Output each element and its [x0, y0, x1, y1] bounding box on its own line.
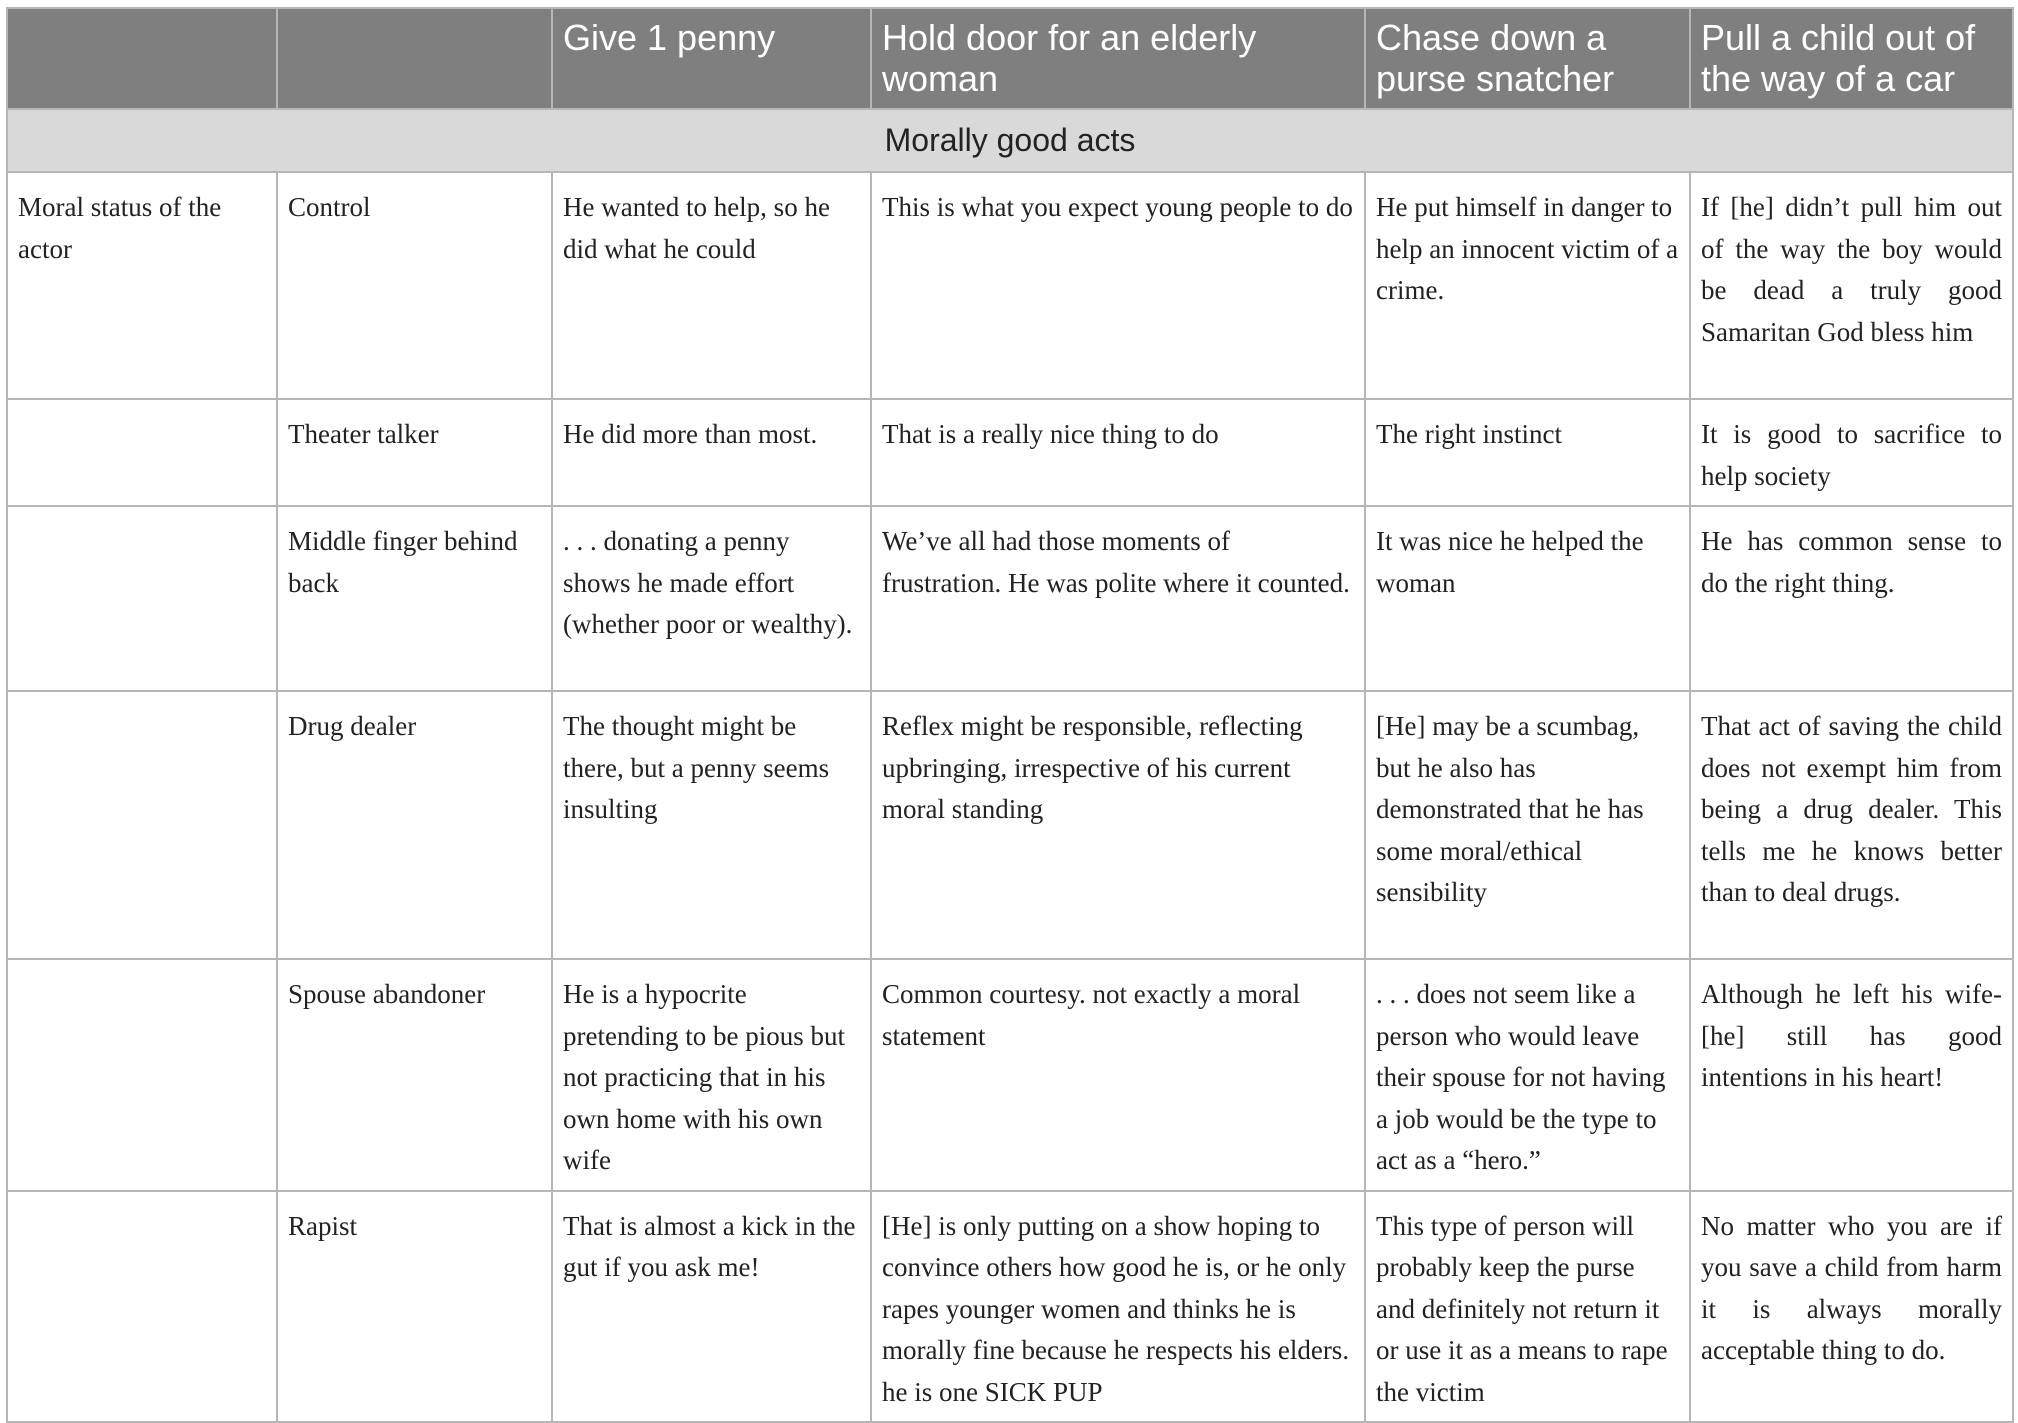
- row-group-cell: [7, 399, 277, 506]
- table-row: [7, 399, 2013, 506]
- row-group-cell: [7, 691, 277, 959]
- header-cell-chase-snatcher: Chase down a purse snatcher: [1365, 8, 1690, 109]
- row-actor-cell: Rapist: [277, 1191, 552, 1423]
- table-cell: Reflex might be responsible, reflecting upbringing, irrespective of his current moral standing: [871, 691, 1365, 959]
- row-group-cell: [7, 959, 277, 1191]
- header-cell-hold-door: Hold door for an elderly woman: [871, 8, 1365, 109]
- row-actor-cell: Spouse abandoner: [277, 959, 552, 1191]
- table-row: [7, 959, 2013, 1191]
- table-cell: We’ve all had those moments of frustration. He was polite where it counted.: [871, 506, 1365, 691]
- table-cell: This type of person will probably keep the purse and definitely not return it or use it as a means to rape the victim: [1365, 1191, 1690, 1423]
- row-group-cell: [7, 506, 277, 691]
- table-cell: He is a hypocrite pretending to be pious but not practicing that in his own home with his own wife: [552, 959, 871, 1191]
- table-cell: . . . does not seem like a person who would leave their spouse for not having a job would be the type to act as a “hero.”: [1365, 959, 1690, 1191]
- header-row: [7, 8, 2013, 109]
- table-cell: It is good to sacrifice to help society: [1690, 399, 2013, 506]
- header-cell-actor: [277, 8, 552, 109]
- table-cell: He wanted to help, so he did what he could: [552, 172, 871, 399]
- table-row: [7, 172, 2013, 399]
- table-cell: That is almost a kick in the gut if you ask me!: [552, 1191, 871, 1423]
- table-row: [7, 691, 2013, 959]
- table-cell: The thought might be there, but a penny seems insulting: [552, 691, 871, 959]
- table-cell: He has common sense to do the right thing.: [1690, 506, 2013, 691]
- table-container: [6, 7, 2012, 1423]
- table-cell: . . . donating a penny shows he made effort (whether poor or wealthy).: [552, 506, 871, 691]
- table-cell: Although he left his wife-[he] still has good intentions in his heart!: [1690, 959, 2013, 1191]
- table-cell: He put himself in danger to help an innocent victim of a crime.: [1365, 172, 1690, 399]
- data-table: [6, 7, 2014, 1423]
- table-cell: If [he] didn’t pull him out of the way the boy would be dead a truly good Samaritan God bless him: [1690, 172, 2013, 399]
- header-cell-pull-child: Pull a child out of the way of a car: [1690, 8, 2013, 109]
- section-row: [7, 109, 2013, 172]
- header-cell-group: [7, 8, 277, 109]
- row-actor-cell: Control: [277, 172, 552, 399]
- row-actor-cell: Middle finger behind back: [277, 506, 552, 691]
- table-cell: That is a really nice thing to do: [871, 399, 1365, 506]
- row-actor-cell: Drug dealer: [277, 691, 552, 959]
- table-cell: Common courtesy. not exactly a moral statement: [871, 959, 1365, 1191]
- table-cell: The right instinct: [1365, 399, 1690, 506]
- row-actor-cell: Theater talker: [277, 399, 552, 506]
- table-cell: [He] may be a scumbag, but he also has demonstrated that he has some moral/ethical sensibility: [1365, 691, 1690, 959]
- table-cell: [He] is only putting on a show hoping to convince others how good he is, or he only rapes younger women and thinks he is morally fine because he respects his elders. he is one SICK PUP: [871, 1191, 1365, 1423]
- header-cell-give-penny: Give 1 penny: [552, 8, 871, 109]
- section-label: Morally good acts: [7, 109, 2013, 172]
- table-cell: It was nice he helped the woman: [1365, 506, 1690, 691]
- table-row: [7, 1191, 2013, 1423]
- table-cell: He did more than most.: [552, 399, 871, 506]
- row-group-cell: Moral status of the actor: [7, 172, 277, 399]
- table-cell: No matter who you are if you save a child from harm it is always morally acceptable thing to do.: [1690, 1191, 2013, 1423]
- row-group-cell: [7, 1191, 277, 1423]
- table-row: [7, 506, 2013, 691]
- table-cell: This is what you expect young people to do: [871, 172, 1365, 399]
- table-cell: That act of saving the child does not exempt him from being a drug dealer. This tells me he knows better than to deal drugs.: [1690, 691, 2013, 959]
